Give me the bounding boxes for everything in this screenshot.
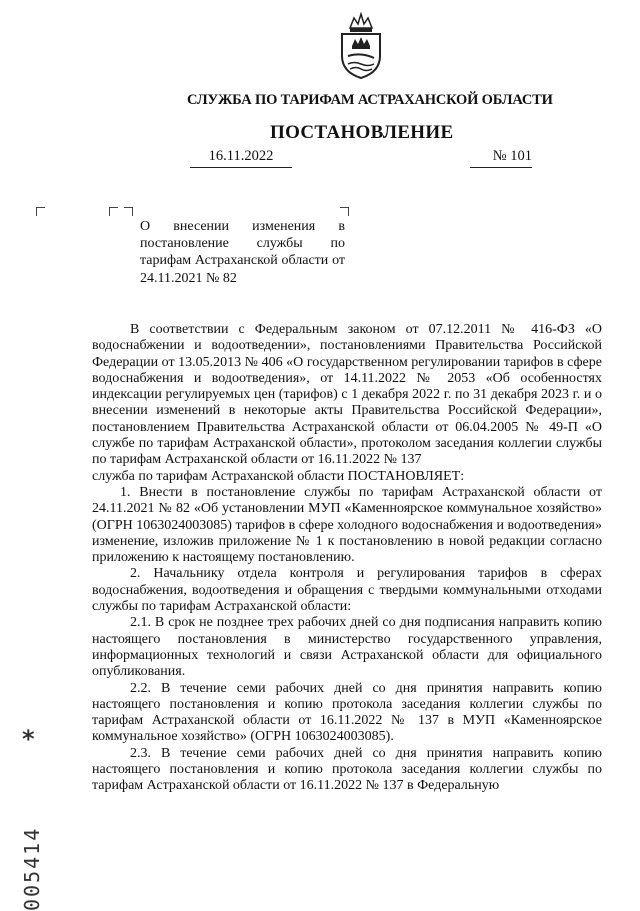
stamp-asterisk: * — [22, 725, 35, 753]
coat-of-arms-emblem — [336, 12, 386, 80]
document-subject: О внесении изменения в постановление службы по тарифам Астраханской области от 24.11.2021 № 82 — [140, 219, 345, 286]
corner-mark — [109, 207, 118, 216]
stamp-number: 005414 — [20, 826, 44, 911]
organization-name: СЛУЖБА ПО ТАРИФАМ АСТРАХАНСКОЙ ОБЛАСТИ — [187, 92, 553, 108]
preamble-paragraph: В соответствии с Федеральным законом от 07.12.2011 № 416-ФЗ «О водоснабжении и водоотведении», постановлениями Правительства Российской Федерации от 13.05.2013 № 406 «О государственном регулировании тарифов в сфере водоснабжения и водоотведения», от 14.11.2022 № 2053 «Об особенностях индексации регулируемых цен (тарифов) с 1 декабря 2022 г. по 31 декабря 2023 г. и о внесении изменений в некоторые акты Правительства Российской Федерации», постановлением Правительства Астраханской области от 06.04.2005 № 49-П «О службе по тарифам Астраханской области», протоколом заседания коллегии службы по тарифам Астраханской области от 16.11.2022 № 137 — [92, 322, 602, 468]
document-type-title: ПОСТАНОВЛЕНИЕ — [270, 122, 454, 143]
clause-1: 1. Внести в постановление службы по тарифам Астраханской области от 24.11.2021 № 82 «Об установлении МУП «Каменноярское коммунальное хозяйство» (ОГРН 1063024003085) тарифов в сфере холодного водоснабжения и водоотведения» изменение, изложив приложение № 1 к постановлению в новой редакции согласно приложению к настоящему постановлению. — [92, 484, 602, 566]
clause-2: 2. Начальнику отдела контроля и регулирования тарифов в сферах водоснабжения, водоотведения и обращения с твердыми коммунальными отходами службы по тарифам Астраханской области: — [92, 566, 602, 615]
resolve-paragraph: служба по тарифам Астраханской области ПОСТАНОВЛЯЕТ: — [92, 468, 465, 484]
corner-mark — [124, 207, 133, 216]
clause-2-1: 2.1. В срок не позднее трех рабочих дней со дня подписания направить копию настоящего постановления в министерство государственного управления, информационных технологий и связи Астраханской области для официального опубликования. — [92, 615, 602, 680]
clause-2-3: 2.3. В течение семи рабочих дней со дня принятия направить копию настоящего постановления и копию протокола заседания коллегии службы по тарифам Астраханской области от 16.11.2022 № 137 в Федеральную — [92, 745, 602, 794]
corner-mark — [36, 207, 45, 216]
clause-2-2: 2.2. В течение семи рабочих дней со дня принятия направить копию настоящего постановления и копию протокола заседания коллегии службы по тарифам Астраханской области от 16.11.2022 № 137 в МУП «Каменноярское коммунальное хозяйство» (ОГРН 1063024003085). — [92, 680, 602, 745]
document-number: № 101 — [470, 148, 532, 168]
corner-mark — [340, 207, 349, 216]
registration-stamp — [18, 725, 44, 911]
document-body — [92, 322, 602, 795]
document-date: 16.11.2022 — [190, 148, 292, 168]
